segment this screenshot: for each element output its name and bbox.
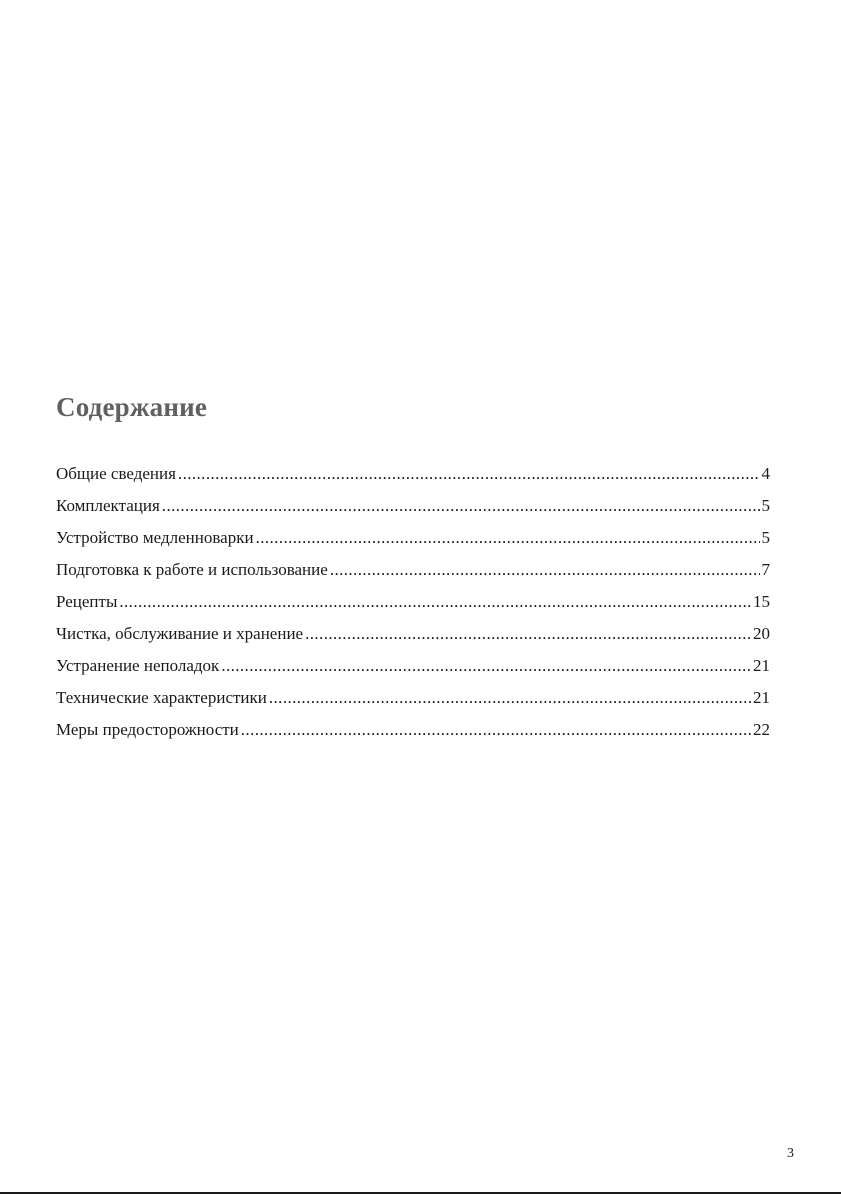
- toc-page-number: 20: [753, 624, 770, 643]
- toc-row-package-contents[interactable]: [56, 492, 770, 524]
- toc-leader-dots: [162, 492, 760, 519]
- toc-row-general-info[interactable]: [56, 460, 770, 492]
- toc-label: Технические характеристики: [56, 688, 267, 707]
- toc-page-number: 7: [761, 560, 770, 579]
- toc-row-troubleshooting[interactable]: [56, 652, 770, 684]
- toc-label: Общие сведения: [56, 464, 176, 483]
- toc-row-device-structure[interactable]: [56, 524, 770, 556]
- toc-label: Чистка, обслуживание и хранение: [56, 624, 304, 643]
- toc-label: Устранение неполадок: [56, 656, 220, 675]
- toc-page-number: 22: [753, 720, 770, 739]
- toc-row-safety-precautions[interactable]: [56, 716, 770, 748]
- toc-page-number: 15: [753, 592, 770, 611]
- toc-leader-dots: [269, 684, 751, 711]
- toc-page-number: 21: [753, 688, 770, 707]
- toc-page-number: 21: [753, 656, 770, 675]
- toc-row-cleaning-maintenance[interactable]: [56, 620, 770, 652]
- toc-leader-dots: [256, 524, 760, 551]
- toc-leader-dots: [241, 716, 751, 743]
- toc-page-number: 5: [761, 528, 770, 547]
- toc-leader-dots: [221, 652, 751, 679]
- toc-leader-dots: [330, 556, 760, 583]
- toc-label: Подготовка к работе и использование: [56, 560, 328, 579]
- toc-label: Устройство медленноварки: [56, 528, 254, 547]
- toc-page-number: 4: [761, 464, 770, 483]
- toc-label: Комплектация: [56, 496, 160, 515]
- toc-label: Меры предосторожности: [56, 720, 239, 739]
- toc-row-preparation-and-use[interactable]: [56, 556, 770, 588]
- page-number: 3: [787, 1146, 794, 1161]
- page-title: Содержание: [56, 392, 208, 422]
- table-of-contents: [56, 460, 770, 748]
- toc-page-number: 5: [761, 496, 770, 515]
- toc-leader-dots: [119, 588, 751, 615]
- toc-row-recipes[interactable]: [56, 588, 770, 620]
- toc-leader-dots: [178, 460, 760, 487]
- toc-leader-dots: [305, 620, 751, 647]
- toc-row-specifications[interactable]: [56, 684, 770, 716]
- toc-label: Рецепты: [56, 592, 118, 611]
